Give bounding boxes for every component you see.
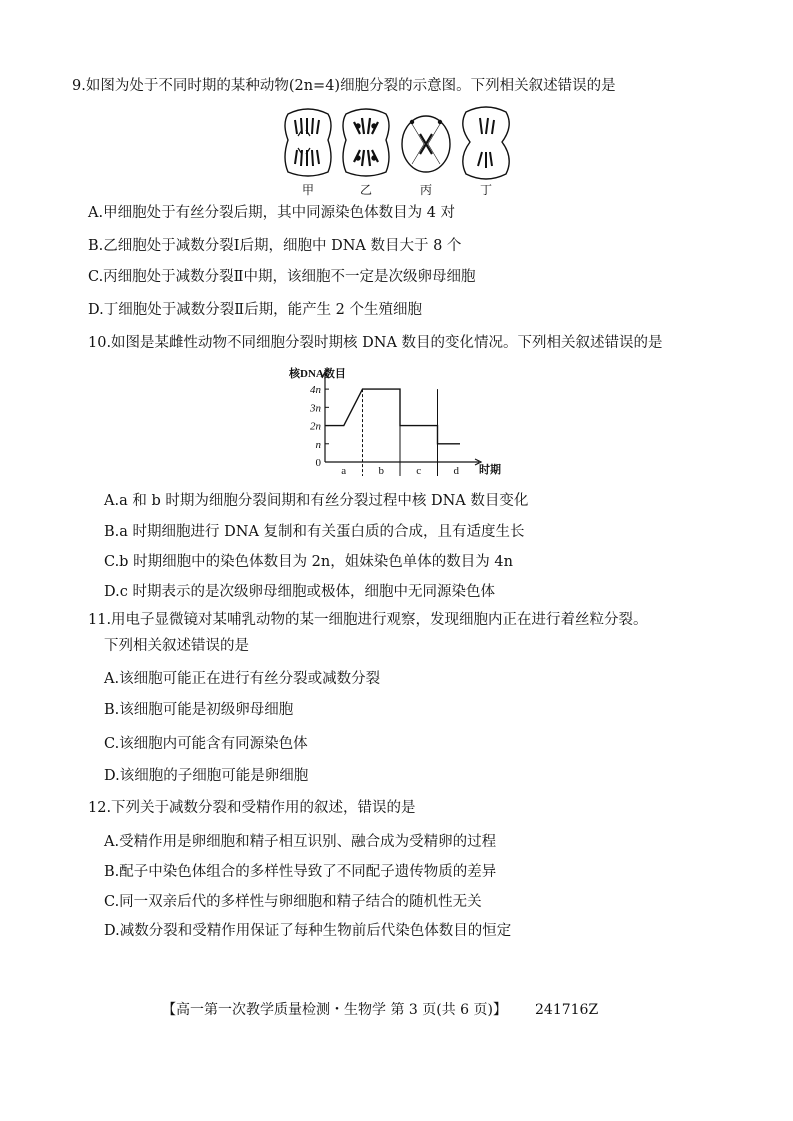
dna-series-line bbox=[325, 389, 460, 444]
cell-bing bbox=[402, 116, 450, 172]
q11-option-a: A.该细胞可能正在进行有丝分裂或减数分裂 bbox=[104, 671, 381, 687]
q10-option-d: D.c 时期表示的是次级卵母细胞或极体，细胞中无同源染色体 bbox=[104, 584, 495, 600]
q9-option-d: D.丁细胞处于减数分裂Ⅱ后期，能产生 2 个生殖细胞 bbox=[88, 302, 423, 318]
chart-xlabel: 时期 bbox=[479, 464, 501, 476]
q11-stem-line1: 11.用电子显微镜对某哺乳动物的某一细胞进行观察，发现细胞内正在进行着丝粒分裂。 bbox=[88, 612, 648, 628]
y-tick-label: 0 bbox=[315, 457, 321, 469]
q9-option-b: B.乙细胞处于减数分裂Ⅰ后期，细胞中 DNA 数目大于 8 个 bbox=[88, 238, 462, 254]
q10-option-b: B.a 时期细胞进行 DNA 复制和有关蛋白质的合成，且有适度生长 bbox=[104, 524, 525, 540]
label-bing: 丙 bbox=[419, 183, 433, 197]
y-tick-label: 3n bbox=[310, 402, 321, 415]
footer-text: 【高一第一次教学质量检测・生物学 第 3 页(共 6 页)】 bbox=[162, 1002, 507, 1018]
q10-option-a: A.a 和 b 时期为细胞分裂间期和有丝分裂过程中核 DNA 数目变化 bbox=[104, 493, 529, 509]
q12-option-a: A.受精作用是卵细胞和精子相互识别、融合成为受精卵的过程 bbox=[104, 834, 497, 850]
q11-option-c: C.该细胞内可能含有同源染色体 bbox=[104, 736, 308, 752]
q10-option-c: C.b 时期细胞中的染色体数目为 2n，姐妹染色单体的数目为 4n bbox=[104, 554, 513, 570]
phase-label: a bbox=[341, 465, 347, 477]
y-tick-label: 4n bbox=[310, 384, 321, 397]
dna-chart bbox=[285, 362, 525, 480]
label-ding: 丁 bbox=[479, 183, 493, 197]
footer-code: 241716Z bbox=[535, 1002, 599, 1018]
chart-ylabel: 核DNA数目 bbox=[289, 368, 346, 380]
cell-yi bbox=[343, 109, 389, 176]
phase-label: d bbox=[453, 465, 459, 477]
label-jia: 甲 bbox=[301, 183, 315, 197]
cell-jia bbox=[285, 109, 331, 176]
q11-option-b: B.该细胞可能是初级卵母细胞 bbox=[104, 702, 294, 718]
q12-option-b: B.配子中染色体组合的多样性导致了不同配子遗传物质的差异 bbox=[104, 864, 497, 880]
q12-option-c: C.同一双亲后代的多样性与卵细胞和精子结合的随机性无关 bbox=[104, 894, 482, 910]
q11-stem-line2: 下列相关叙述错误的是 bbox=[104, 638, 249, 654]
label-yi: 乙 bbox=[359, 183, 373, 197]
q9-option-c: C.丙细胞处于减数分裂Ⅱ中期，该细胞不一定是次级卵母细胞 bbox=[88, 269, 476, 285]
q12-stem: 12.下列关于减数分裂和受精作用的叙述，错误的是 bbox=[88, 800, 416, 816]
phase-label: b bbox=[378, 465, 384, 477]
y-tick-label: 2n bbox=[310, 420, 321, 433]
cell-division-figure bbox=[280, 106, 520, 198]
phase-label: c bbox=[416, 465, 422, 477]
page-footer bbox=[162, 1000, 598, 1020]
q10-stem: 10.如图是某雌性动物不同细胞分裂时期核 DNA 数目的变化情况。下列相关叙述错误的是 bbox=[88, 335, 663, 351]
q11-option-d: D.该细胞的子细胞可能是卵细胞 bbox=[104, 768, 309, 784]
cell-ding bbox=[463, 107, 509, 179]
q9-stem: 9.如图为处于不同时期的某种动物(2n=4)细胞分裂的示意图。下列相关叙述错误的是 bbox=[72, 78, 616, 94]
y-tick-label: n bbox=[315, 438, 321, 451]
q9-option-a: A.甲细胞处于有丝分裂后期，其中同源染色体数目为 4 对 bbox=[88, 205, 456, 221]
q12-option-d: D.减数分裂和受精作用保证了每种生物前后代染色体数目的恒定 bbox=[104, 923, 512, 939]
